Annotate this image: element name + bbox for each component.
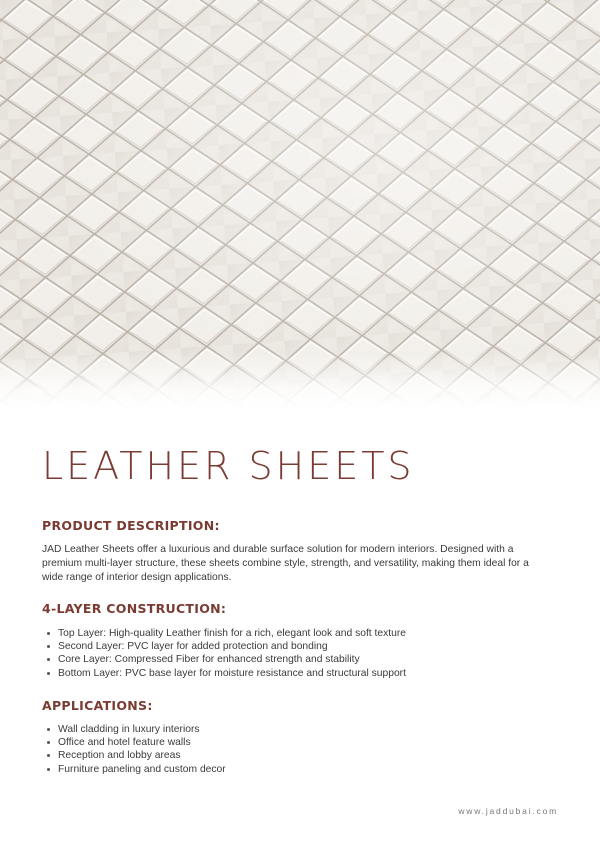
website-url: www.jaddubai.com — [458, 806, 558, 816]
hero-leather-texture-image — [0, 0, 600, 410]
list-item — [42, 667, 406, 680]
list-item — [42, 736, 226, 749]
bullet-icon — [47, 672, 50, 675]
list-item — [42, 723, 226, 736]
list-item-text: Wall cladding in luxury interiors — [58, 724, 200, 735]
list-item-text: Furniture paneling and custom decor — [58, 763, 226, 775]
bullet-icon — [47, 768, 50, 771]
list-item-text: Bottom Layer: PVC base layer for moisture resistance and structural support — [58, 667, 406, 679]
product-description-text: JAD Leather Sheets offer a luxurious and durable surface solution for modern interiors. Designed with a premium multi-layer structure, these sheets combine style, strength, and versatility, making them ideal for a wide range of interior design applications. — [42, 544, 529, 583]
bullet-icon — [47, 741, 50, 744]
list-item — [42, 749, 226, 762]
construction-heading: 4-LAYER CONSTRUCTION: — [42, 601, 227, 616]
bullet-icon — [47, 658, 50, 661]
list-item — [42, 763, 226, 776]
construction-list — [42, 627, 406, 680]
bullet-icon — [47, 728, 50, 731]
list-item-text: Reception and lobby areas — [58, 750, 181, 762]
product-description-heading: PRODUCT DESCRIPTION: — [42, 518, 220, 533]
quilted-leather-photo — [0, 0, 600, 410]
list-item — [42, 640, 406, 653]
applications-heading: APPLICATIONS: — [42, 698, 153, 713]
list-item-text: Office and hotel feature walls — [58, 737, 191, 749]
list-item — [42, 627, 406, 640]
bullet-icon — [47, 632, 50, 635]
list-item-text: Top Layer: High-quality Leather finish for a rich, elegant look and soft texture — [58, 628, 407, 639]
list-item-text: Core Layer: Compressed Fiber for enhanced strength and stability — [58, 654, 360, 666]
list-item-text: Second Layer: PVC layer for added protection and bonding — [58, 641, 328, 653]
list-item — [42, 653, 406, 666]
applications-list — [42, 723, 226, 776]
page-title: LEATHER SHEETS — [42, 444, 415, 488]
bullet-icon — [47, 754, 50, 757]
bullet-icon — [47, 645, 50, 648]
